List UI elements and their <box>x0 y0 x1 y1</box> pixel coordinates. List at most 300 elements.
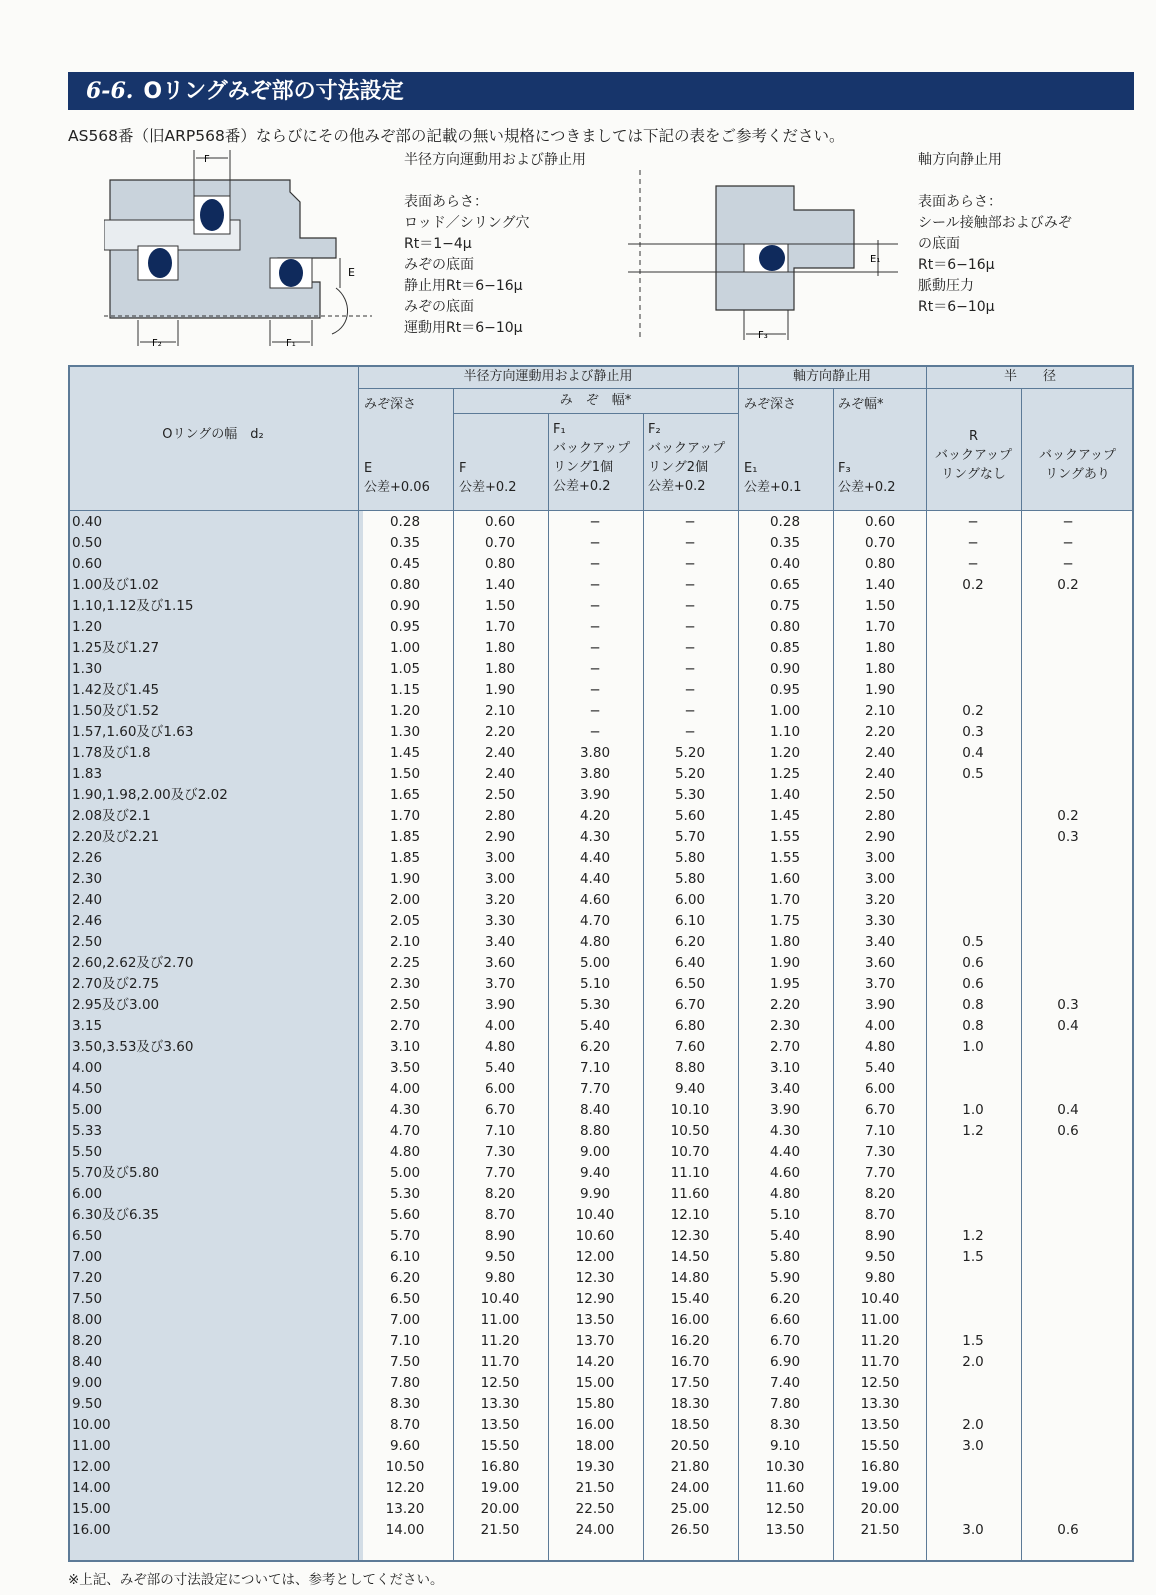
oring-width-cell: 1.90,1.98,2.00及び2.02 <box>72 787 228 803</box>
table-cell: − <box>1062 535 1074 551</box>
table-cell: 12.50 <box>860 1375 900 1391</box>
table-cell: − <box>589 661 601 677</box>
header-r: R バックアップ リングなし <box>934 429 1013 482</box>
table-cell: 7.10 <box>579 1060 611 1076</box>
table-cell: 5.10 <box>579 976 611 992</box>
table-cell: 6.70 <box>769 1333 801 1349</box>
table-cell: 1.55 <box>769 829 801 845</box>
oring-width-cell: 1.50及び1.52 <box>72 703 160 719</box>
table-row <box>68 596 1134 617</box>
table-cell: 16.20 <box>670 1333 710 1349</box>
table-cell: 0.65 <box>769 577 801 593</box>
table-cell: 20.50 <box>670 1438 710 1454</box>
table-cell: 6.90 <box>769 1354 801 1370</box>
table-cell: 1.90 <box>389 871 421 887</box>
footnote: ※上記、みぞ部の寸法設定については、参考としてください。 <box>68 1572 444 1588</box>
table-cell: 2.30 <box>769 1018 801 1034</box>
table-cell: 0.8 <box>962 997 984 1013</box>
table-cell: 5.40 <box>864 1060 896 1076</box>
table-cell: 19.30 <box>575 1459 615 1475</box>
table-cell: − <box>684 682 696 698</box>
table-cell: 6.00 <box>864 1081 896 1097</box>
radial-note-line: ロッド／シリング穴 <box>404 215 530 231</box>
table-cell: 5.30 <box>579 997 611 1013</box>
oring-width-cell: 2.46 <box>72 913 103 929</box>
table-cell: 1.40 <box>769 787 801 803</box>
table-cell: 2.50 <box>484 787 516 803</box>
table-cell: 3.40 <box>864 934 896 950</box>
table-row <box>68 512 1134 533</box>
table-cell: 1.2 <box>962 1228 984 1244</box>
table-cell: 0.8 <box>962 1018 984 1034</box>
table-cell: 3.0 <box>962 1522 984 1538</box>
table-cell: 3.40 <box>484 934 516 950</box>
table-cell: 3.70 <box>864 976 896 992</box>
section-number: 6-6. <box>86 78 134 104</box>
table-cell: 11.10 <box>670 1165 710 1181</box>
table-cell: − <box>589 682 601 698</box>
oring-width-cell: 11.00 <box>72 1438 111 1454</box>
table-cell: 5.70 <box>674 829 706 845</box>
table-cell: 10.10 <box>670 1102 710 1118</box>
table-cell: 5.30 <box>389 1186 421 1202</box>
axial-note-line: シール接触部およびみぞ <box>918 215 1072 231</box>
table-row <box>68 1100 1134 1121</box>
table-cell: 6.20 <box>674 934 706 950</box>
table-cell: − <box>684 535 696 551</box>
table-cell: 2.80 <box>864 808 896 824</box>
table-cell: 15.80 <box>575 1396 615 1412</box>
axial-groove-diagram <box>628 160 898 350</box>
table-cell: 3.80 <box>579 766 611 782</box>
table-cell: 8.30 <box>769 1417 801 1433</box>
oring-width-cell: 3.15 <box>72 1018 103 1034</box>
table-cell: 7.50 <box>389 1354 421 1370</box>
table-cell: 5.60 <box>389 1207 421 1223</box>
table-cell: 5.40 <box>579 1018 611 1034</box>
oring-width-cell: 0.40 <box>72 514 103 530</box>
table-cell: 2.30 <box>389 976 421 992</box>
table-cell: 4.40 <box>579 850 611 866</box>
table-cell: 0.80 <box>769 619 801 635</box>
label-e1: E₁ <box>870 254 881 265</box>
table-cell: 5.30 <box>674 787 706 803</box>
label-f1: F₁ <box>286 338 296 349</box>
table-cell: 3.00 <box>864 871 896 887</box>
table-cell: − <box>589 703 601 719</box>
oring-width-cell: 1.00及び1.02 <box>72 577 160 593</box>
oring-width-cell: 9.50 <box>72 1396 103 1412</box>
table-cell: 8.70 <box>484 1207 516 1223</box>
table-cell: 11.60 <box>670 1186 710 1202</box>
table-cell: 2.40 <box>864 766 896 782</box>
oring-width-cell: 0.60 <box>72 556 103 572</box>
table-cell: 2.70 <box>769 1039 801 1055</box>
table-row <box>68 1268 1134 1289</box>
table-cell: 1.95 <box>769 976 801 992</box>
table-cell: 1.20 <box>389 703 421 719</box>
table-cell: − <box>589 598 601 614</box>
table-cell: 5.10 <box>769 1207 801 1223</box>
table-cell: 14.80 <box>670 1270 710 1286</box>
header-e: E 公差+0.06 <box>364 461 430 495</box>
table-cell: − <box>589 556 601 572</box>
table-cell: 20.00 <box>480 1501 520 1517</box>
table-cell: 1.90 <box>864 682 896 698</box>
table-cell: 8.90 <box>864 1228 896 1244</box>
table-cell: 0.35 <box>389 535 421 551</box>
table-cell: 0.80 <box>484 556 516 572</box>
table-cell: 11.00 <box>860 1312 900 1328</box>
table-cell: 8.40 <box>579 1102 611 1118</box>
table-cell: 7.10 <box>864 1123 896 1139</box>
table-cell: − <box>684 661 696 677</box>
table-cell: 4.60 <box>579 892 611 908</box>
table-cell: 13.30 <box>860 1396 900 1412</box>
table-cell: 4.00 <box>484 1018 516 1034</box>
table-cell: 1.60 <box>769 871 801 887</box>
table-cell: 26.50 <box>670 1522 710 1538</box>
table-row <box>68 995 1134 1016</box>
table-cell: 0.28 <box>389 514 421 530</box>
table-cell: 8.70 <box>864 1207 896 1223</box>
table-row <box>68 722 1134 743</box>
header-f1: F₁ バックアップ リング1個 公差+0.2 <box>553 422 631 494</box>
table-cell: 7.10 <box>484 1123 516 1139</box>
table-cell: 1.90 <box>769 955 801 971</box>
table-cell: 11.00 <box>480 1312 520 1328</box>
table-cell: 10.40 <box>480 1291 520 1307</box>
table-cell: 9.80 <box>864 1270 896 1286</box>
table-cell: 5.80 <box>674 850 706 866</box>
table-cell: 1.45 <box>769 808 801 824</box>
table-cell: 10.40 <box>575 1207 615 1223</box>
oring-width-cell: 7.20 <box>72 1270 103 1286</box>
table-row <box>68 1247 1134 1268</box>
oring-width-cell: 10.00 <box>72 1417 111 1433</box>
table-row <box>68 1226 1134 1247</box>
table-cell: 1.80 <box>769 934 801 950</box>
oring-width-cell: 14.00 <box>72 1480 111 1496</box>
radial-note-line: みぞの底面 <box>404 299 474 315</box>
table-cell: 3.60 <box>864 955 896 971</box>
table-cell: 5.20 <box>674 766 706 782</box>
table-cell: 2.80 <box>484 808 516 824</box>
table-cell: 8.30 <box>389 1396 421 1412</box>
table-cell: 0.4 <box>962 745 984 761</box>
table-cell: 21.80 <box>670 1459 710 1475</box>
table-cell: 2.20 <box>484 724 516 740</box>
oring-width-cell: 0.50 <box>72 535 103 551</box>
radial-note-line: みぞの底面 <box>404 257 474 273</box>
header-r-backup: バックアップ リングあり <box>1038 448 1117 482</box>
table-cell: 3.10 <box>769 1060 801 1076</box>
table-cell: 2.50 <box>864 787 896 803</box>
table-cell: 15.40 <box>670 1291 710 1307</box>
table-cell: − <box>684 556 696 572</box>
table-cell: 4.70 <box>389 1123 421 1139</box>
table-cell: 0.90 <box>389 598 421 614</box>
axial-note-line: 表面あらさ： <box>918 194 1002 210</box>
table-cell: 11.20 <box>480 1333 520 1349</box>
table-cell: 1.80 <box>864 661 896 677</box>
table-row <box>68 1205 1134 1226</box>
table-cell: 0.60 <box>864 514 896 530</box>
table-row <box>68 1079 1134 1100</box>
table-cell: − <box>684 619 696 635</box>
table-cell: 6.70 <box>484 1102 516 1118</box>
table-cell: 1.85 <box>389 850 421 866</box>
table-cell: 3.90 <box>579 787 611 803</box>
table-cell: 0.35 <box>769 535 801 551</box>
table-cell: 0.5 <box>962 934 984 950</box>
table-cell: 11.70 <box>860 1354 900 1370</box>
label-e: E <box>348 266 355 279</box>
table-cell: 0.80 <box>389 577 421 593</box>
table-cell: 1.00 <box>769 703 801 719</box>
table-row <box>68 554 1134 575</box>
table-cell: 6.50 <box>389 1291 421 1307</box>
table-cell: 8.20 <box>484 1186 516 1202</box>
table-cell: 13.50 <box>480 1417 520 1433</box>
table-cell: 6.70 <box>864 1102 896 1118</box>
header-axial-depth: みぞ深さ <box>744 397 797 412</box>
table-cell: 6.20 <box>769 1291 801 1307</box>
table-cell: 6.60 <box>769 1312 801 1328</box>
table-cell: 2.40 <box>484 766 516 782</box>
table-cell: 2.40 <box>484 745 516 761</box>
table-cell: 5.40 <box>484 1060 516 1076</box>
table-cell: 3.60 <box>484 955 516 971</box>
header-radius-group: 半 径 <box>1003 369 1056 384</box>
table-row <box>68 869 1134 890</box>
header-axial-width: みぞ幅* <box>838 397 884 412</box>
oring-width-cell: 1.20 <box>72 619 103 635</box>
table-cell: 2.20 <box>864 724 896 740</box>
header-f: F 公差+0.2 <box>459 461 517 495</box>
oring-width-cell: 9.00 <box>72 1375 103 1391</box>
oring-width-cell: 2.08及び2.1 <box>72 808 151 824</box>
table-row <box>68 617 1134 638</box>
radial-note-line: 運動用Rt＝6−10μ <box>404 320 523 336</box>
table-cell: 13.70 <box>575 1333 615 1349</box>
table-cell: 7.40 <box>769 1375 801 1391</box>
header-e1: E₁ 公差+0.1 <box>744 461 802 495</box>
table-cell: 4.40 <box>579 871 611 887</box>
table-cell: 8.90 <box>484 1228 516 1244</box>
table-cell: 3.70 <box>484 976 516 992</box>
table-cell: 2.40 <box>864 745 896 761</box>
groove-dimension-table <box>68 365 1134 1562</box>
table-cell: 19.00 <box>480 1480 520 1496</box>
table-cell: 4.00 <box>864 1018 896 1034</box>
oring-width-cell: 7.00 <box>72 1249 103 1265</box>
table-cell: 6.50 <box>674 976 706 992</box>
table-cell: − <box>589 619 601 635</box>
table-row <box>68 1310 1134 1331</box>
table-cell: 15.50 <box>860 1438 900 1454</box>
oring-width-cell: 2.95及び3.00 <box>72 997 160 1013</box>
oring-width-cell: 16.00 <box>72 1522 111 1538</box>
table-cell: 16.00 <box>670 1312 710 1328</box>
table-cell: 1.50 <box>389 766 421 782</box>
table-cell: 25.00 <box>670 1501 710 1517</box>
table-cell: 7.80 <box>389 1375 421 1391</box>
table-cell: 9.50 <box>864 1249 896 1265</box>
table-cell: 13.50 <box>860 1417 900 1433</box>
table-cell: 13.20 <box>385 1501 425 1517</box>
table-cell: 4.40 <box>769 1144 801 1160</box>
table-cell: 9.40 <box>674 1081 706 1097</box>
table-cell: 0.85 <box>769 640 801 656</box>
header-groove-width: み ぞ 幅* <box>559 393 632 408</box>
table-cell: 0.60 <box>484 514 516 530</box>
table-row <box>68 764 1134 785</box>
table-cell: 12.10 <box>670 1207 710 1223</box>
table-cell: 14.00 <box>385 1522 425 1538</box>
oring-width-cell: 4.50 <box>72 1081 103 1097</box>
table-row <box>68 575 1134 596</box>
table-cell: 4.20 <box>579 808 611 824</box>
table-cell: 5.80 <box>674 871 706 887</box>
axial-note-line: の底面 <box>918 236 960 252</box>
table-cell: 3.20 <box>484 892 516 908</box>
table-cell: 7.30 <box>484 1144 516 1160</box>
table-row <box>68 1016 1134 1037</box>
table-cell: 11.60 <box>765 1480 805 1496</box>
table-cell: 1.0 <box>962 1039 984 1055</box>
table-cell: 1.70 <box>484 619 516 635</box>
table-cell: 0.45 <box>389 556 421 572</box>
radial-heading: 半径方向運動用および静止用 <box>404 152 586 168</box>
table-cell: 3.20 <box>864 892 896 908</box>
table-row <box>68 1184 1134 1205</box>
table-cell: 1.85 <box>389 829 421 845</box>
table-cell: 7.60 <box>674 1039 706 1055</box>
table-row <box>68 701 1134 722</box>
table-row <box>68 890 1134 911</box>
table-cell: 14.20 <box>575 1354 615 1370</box>
table-cell: 7.80 <box>769 1396 801 1412</box>
oring-width-cell: 1.25及び1.27 <box>72 640 160 656</box>
header-axial-group: 軸方向静止用 <box>792 369 871 384</box>
table-cell: 15.50 <box>480 1438 520 1454</box>
label-f2: F₂ <box>152 338 162 349</box>
table-cell: 1.25 <box>769 766 801 782</box>
table-row <box>68 1457 1134 1478</box>
table-cell: 19.00 <box>860 1480 900 1496</box>
table-cell: 12.50 <box>765 1501 805 1517</box>
oring-width-cell: 6.00 <box>72 1186 103 1202</box>
table-cell: 0.6 <box>1057 1522 1079 1538</box>
table-cell: 0.4 <box>1057 1018 1079 1034</box>
table-cell: 0.95 <box>769 682 801 698</box>
table-cell: 9.00 <box>579 1144 611 1160</box>
oring-width-cell: 6.30及び6.35 <box>72 1207 160 1223</box>
table-cell: 24.00 <box>575 1522 615 1538</box>
oring-width-cell: 5.00 <box>72 1102 103 1118</box>
table-cell: 8.20 <box>864 1186 896 1202</box>
table-row <box>68 533 1134 554</box>
radial-note-line: 静止用Rt＝6−16μ <box>404 278 523 294</box>
table-cell: 6.10 <box>674 913 706 929</box>
axial-note-line: 脈動圧力 <box>918 278 974 294</box>
table-cell: 21.50 <box>480 1522 520 1538</box>
table-cell: 24.00 <box>670 1480 710 1496</box>
oring-width-cell: 1.78及び1.8 <box>72 745 151 761</box>
table-cell: 4.80 <box>579 934 611 950</box>
table-cell: 11.20 <box>860 1333 900 1349</box>
table-row <box>68 932 1134 953</box>
table-cell: 0.28 <box>769 514 801 530</box>
table-row <box>68 1436 1134 1457</box>
oring-width-cell: 5.33 <box>72 1123 103 1139</box>
table-cell: 10.30 <box>765 1459 805 1475</box>
table-cell: 3.80 <box>579 745 611 761</box>
table-cell: 0.3 <box>962 724 984 740</box>
table-cell: 12.20 <box>385 1480 425 1496</box>
table-cell: 7.70 <box>864 1165 896 1181</box>
table-cell: 18.00 <box>575 1438 615 1454</box>
table-cell: 1.80 <box>484 661 516 677</box>
table-row <box>68 659 1134 680</box>
table-row <box>68 680 1134 701</box>
table-cell: 1.40 <box>864 577 896 593</box>
table-cell: − <box>684 598 696 614</box>
table-cell: 0.5 <box>962 766 984 782</box>
oring-width-cell: 8.40 <box>72 1354 103 1370</box>
table-row <box>68 911 1134 932</box>
table-cell: 6.10 <box>389 1249 421 1265</box>
table-cell: 3.00 <box>484 850 516 866</box>
table-cell: 5.90 <box>769 1270 801 1286</box>
table-cell: 0.3 <box>1057 829 1079 845</box>
oring-width-cell: 15.00 <box>72 1501 111 1517</box>
table-row <box>68 785 1134 806</box>
table-cell: 10.50 <box>385 1459 425 1475</box>
oring-width-cell: 1.57,1.60及び1.63 <box>72 724 194 740</box>
table-cell: 1.2 <box>962 1123 984 1139</box>
table-cell: 1.05 <box>389 661 421 677</box>
table-cell: 1.5 <box>962 1249 984 1265</box>
table-cell: − <box>967 514 979 530</box>
label-f: F <box>204 154 210 165</box>
table-row <box>68 1037 1134 1058</box>
table-cell: 15.00 <box>575 1375 615 1391</box>
table-cell: 0.3 <box>1057 997 1079 1013</box>
table-cell: 5.60 <box>674 808 706 824</box>
table-cell: 1.0 <box>962 1102 984 1118</box>
table-cell: 4.60 <box>769 1165 801 1181</box>
table-row <box>68 1289 1134 1310</box>
oring-width-cell: 8.00 <box>72 1312 103 1328</box>
table-cell: 6.80 <box>674 1018 706 1034</box>
table-cell: 16.80 <box>860 1459 900 1475</box>
table-row <box>68 827 1134 848</box>
table-cell: 2.25 <box>389 955 421 971</box>
header-f2: F₂ バックアップ リング2個 公差+0.2 <box>648 422 726 494</box>
table-cell: 14.50 <box>670 1249 710 1265</box>
table-cell: 6.20 <box>579 1039 611 1055</box>
table-cell: 2.20 <box>769 997 801 1013</box>
table-cell: − <box>1062 514 1074 530</box>
table-row <box>68 974 1134 995</box>
table-cell: 0.2 <box>1057 808 1079 824</box>
oring-width-cell: 1.30 <box>72 661 103 677</box>
table-cell: 6.40 <box>674 955 706 971</box>
table-cell: 13.50 <box>575 1312 615 1328</box>
table-row <box>68 638 1134 659</box>
